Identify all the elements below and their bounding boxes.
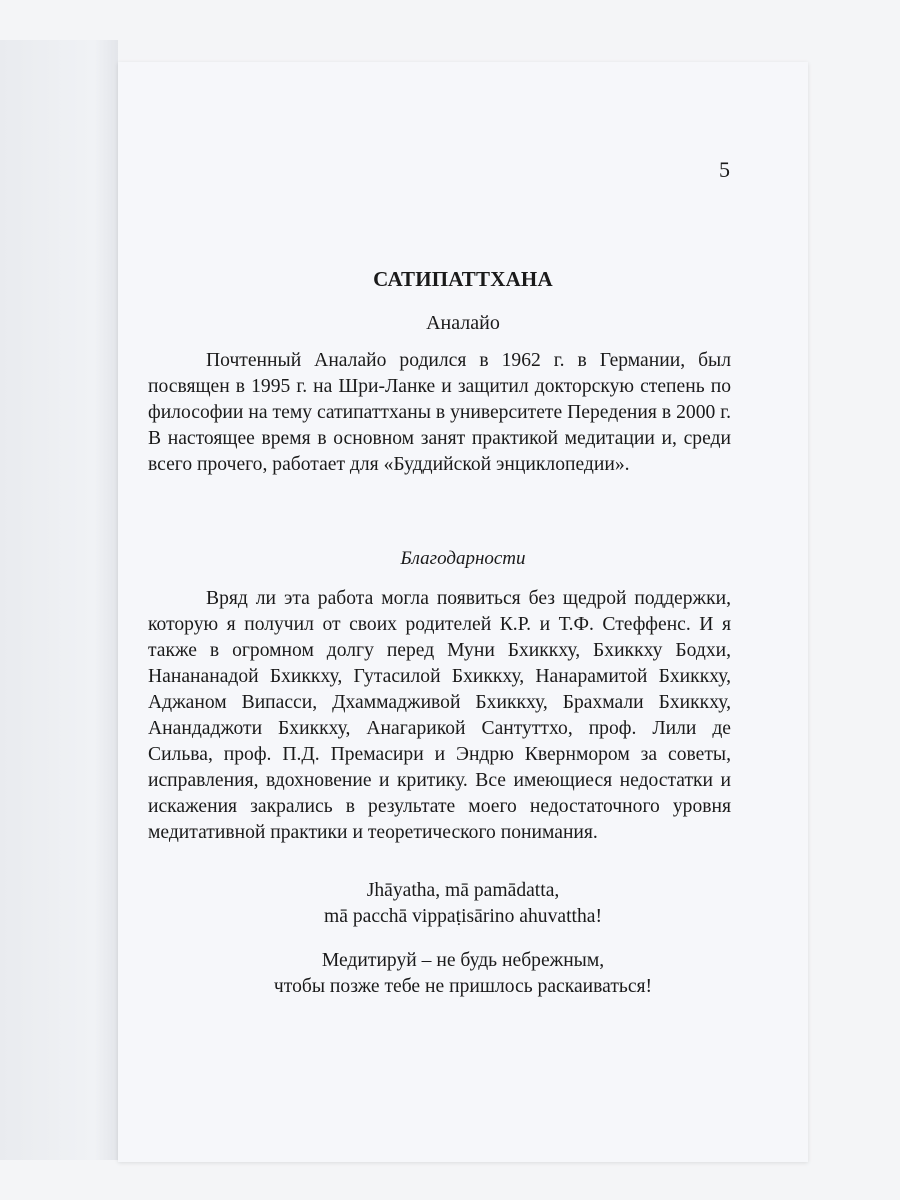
pali-quote-line-2: mā pacchā vippaṭisārino ahuvattha! <box>323 906 602 927</box>
russian-quote-line-2: чтобы позже тебе не пришлось раскаиваться! <box>273 976 653 997</box>
russian-quote <box>118 948 808 1000</box>
book-page <box>118 62 808 1162</box>
acknowledgements-heading: Благодарности <box>400 548 526 569</box>
pali-quote-line-1: Jhāyatha, mā pamādatta, <box>366 880 560 901</box>
author-name: Аналайо <box>426 312 500 334</box>
pali-quote <box>118 878 808 930</box>
acknowledgements-section <box>148 586 731 846</box>
acknowledgements-paragraph: Вряд ли эта работа могла появиться без щедрой поддержки, которую я получил от своих родителей К.Р. и Т.Ф. Стеффенс. И я также в огромном долгу перед Муни Бхиккху, Бхиккху Бодхи, Нанананадой Бхиккху, Гутасилой Бхиккху, Нанарамитой Бхиккху, Аджаном Випасси, Дхаммадживой Бхиккху, Брахмали Бхиккху, Анандаджоти Бхиккху, Анагарикой Сантуттхо, проф. Лили де Сильва, проф. П.Д. Премасири и Эндрю Квернмором за советы, исправления, вдохновение и критику. Все имеющиеся недостатки и искажения закрались в результате моего недостаточного уровня медитативной практики и теоретического понимания. <box>148 588 731 843</box>
russian-quote-line-1: Медитируй – не будь небрежным, <box>321 950 605 971</box>
bio-paragraph: Почтенный Аналайо родился в 1962 г. в Германии, был посвящен в 1995 г. на Шри-Ланке и защитил докторскую степень по философии на тему сатипаттханы в университете Передения в 2000 г. В настоящее время в основном занят практикой медитации и, среди всего прочего, работает для «Буддийской энциклопедии». <box>148 350 731 475</box>
author-bio <box>148 348 731 478</box>
page-number: 5 <box>719 157 730 182</box>
page-title: САТИПАТТХАНА <box>373 267 553 291</box>
book-edge-background <box>0 40 118 1160</box>
